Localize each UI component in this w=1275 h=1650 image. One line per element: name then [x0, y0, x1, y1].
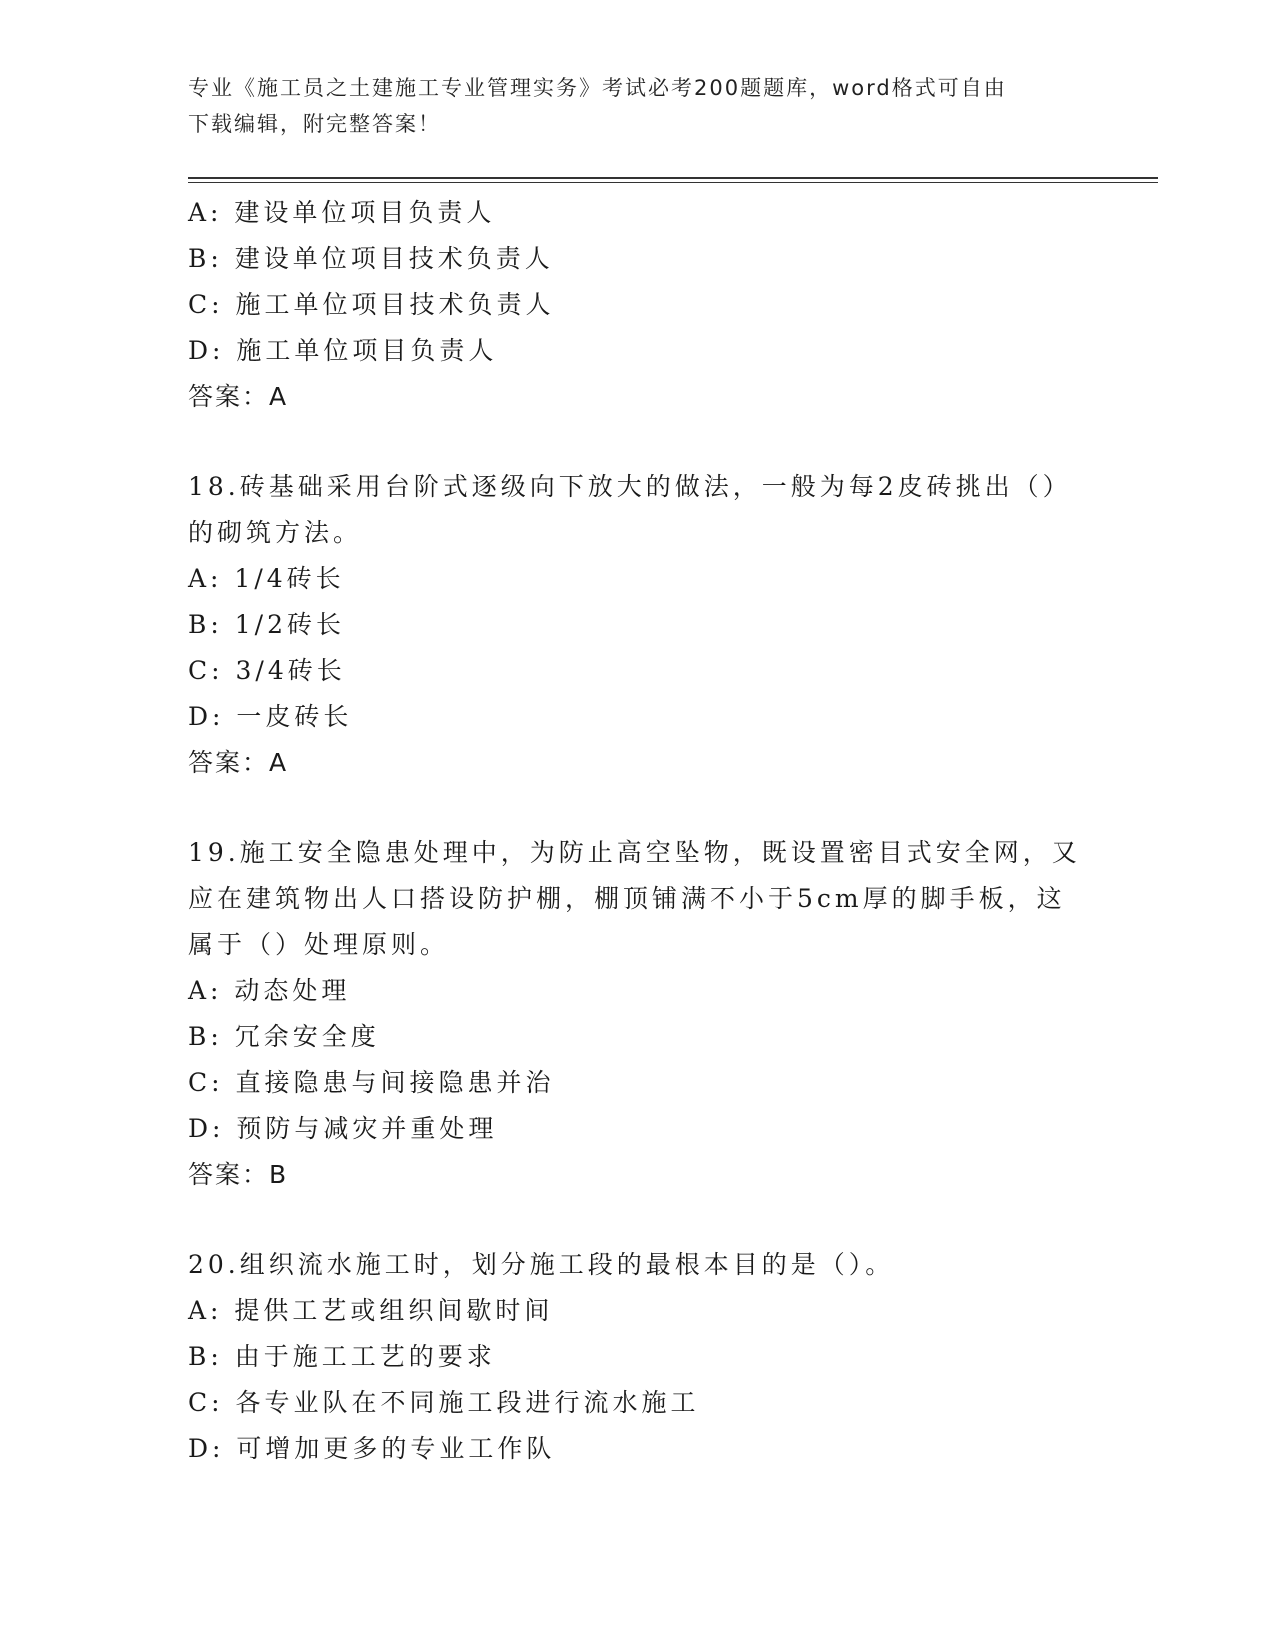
question-stem: 20.组织流水施工时，划分施工段的最根本目的是（）。 [188, 1250, 895, 1279]
option-a: A: 动态处理 [188, 976, 351, 1005]
option-b: B: 由于施工工艺的要求 [188, 1342, 496, 1371]
option-a: A: 建设单位项目负责人 [188, 198, 496, 227]
question-list [188, 190, 1088, 1472]
option-c: C: 直接隐患与间接隐患并治 [188, 1068, 555, 1097]
option-d: D: 一皮砖长 [188, 702, 353, 731]
option-c: C: 3/4砖长 [188, 656, 346, 685]
answer: 答案：A [188, 382, 289, 411]
answer: 答案：A [188, 748, 289, 777]
answer: 答案：B [188, 1160, 289, 1189]
header-divider [188, 177, 1158, 179]
question-stem: 应在建筑物出人口搭设防护棚，棚顶铺满不小于5cm厚的脚手板，这 [188, 884, 1066, 913]
option-d: D: 施工单位项目负责人 [188, 336, 498, 365]
option-c: C: 各专业队在不同施工段进行流水施工 [188, 1388, 700, 1417]
option-c: C: 施工单位项目技术负责人 [188, 290, 555, 319]
option-a: A: 提供工艺或组织间歇时间 [188, 1296, 554, 1325]
question-17 [188, 190, 1088, 420]
question-stem: 的砌筑方法。 [188, 518, 363, 547]
document-header [188, 70, 1088, 142]
question-20 [188, 1242, 1088, 1472]
question-19 [188, 830, 1088, 1198]
option-a: A: 1/4砖长 [188, 564, 345, 593]
question-stem: 属于（）处理原则。 [188, 930, 450, 959]
option-d: D: 预防与减灾并重处理 [188, 1114, 498, 1143]
header-divider-thin [188, 182, 1158, 183]
header-line-1: 专业《施工员之土建施工专业管理实务》考试必考200题题库，word格式可自由 [188, 76, 1007, 100]
option-b: B: 建设单位项目技术负责人 [188, 244, 554, 273]
option-b: B: 冗余安全度 [188, 1022, 380, 1051]
question-18 [188, 464, 1088, 786]
header-line-2: 下载编辑，附完整答案！ [188, 112, 441, 136]
question-stem: 19.施工安全隐患处理中，为防止高空坠物，既设置密目式安全网，又 [188, 838, 1081, 867]
question-stem: 18.砖基础采用台阶式逐级向下放大的做法，一般为每2皮砖挑出（） [188, 472, 1072, 501]
option-d: D: 可增加更多的专业工作队 [188, 1434, 556, 1463]
option-b: B: 1/2砖长 [188, 610, 345, 639]
